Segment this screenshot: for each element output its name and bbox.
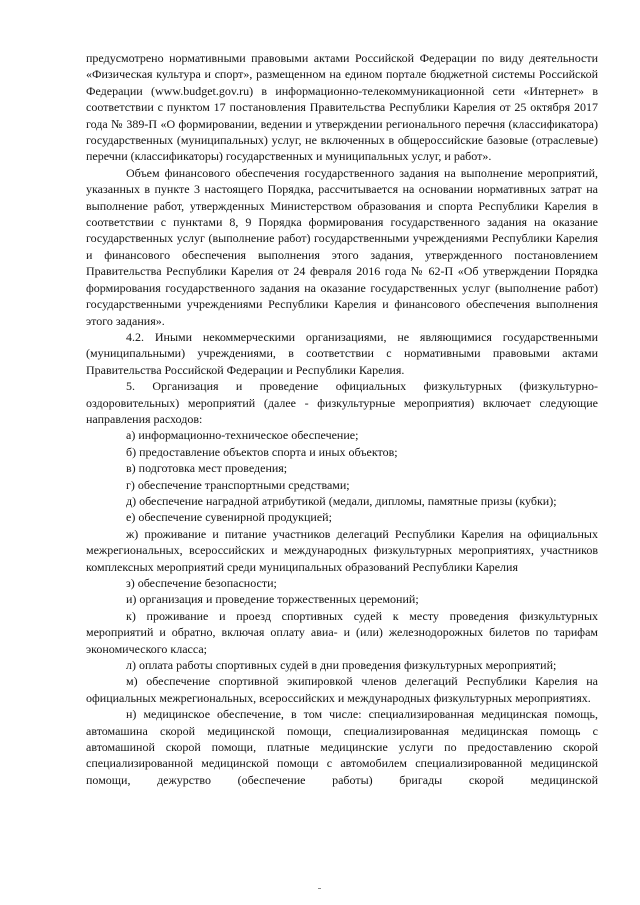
document-page bbox=[86, 50, 598, 788]
paragraph-budget-portal: предусмотрено нормативными правовыми актами Российской Федерации по виду деятельности «Физическая культура и спорт», размещенном на едином портале бюджетной системы Российской Федерации (www.budget.gov.ru) в информационно-телекоммуникационной сети «Интернет» в соответствии с пунктом 17 постановления Правительства Республики Карелия от 25 октября 2017 года № 389-П «О формировании, ведении и утверждении регионального перечня (классификатора) государственных (муниципальных) услуг, не включенных в общероссийские базовые (отраслевые) перечни (классификаторы) государственных и муниципальных услуг, и работ». bbox=[86, 51, 598, 164]
list-item-n: н) медицинское обеспечение, в том числе: специализированная медицинская помощь, автомашина скорой медицинской помощи, специализированная медицинская помощь с автомашиной скорой помощи, платные медицинские услуги по предоставлению скорой специализированной медицинской помощи с автомобилем специализированной медицинской помощи, дежурство (обеспечение работы) бригады скорой медицинской bbox=[86, 707, 598, 787]
scan-mark bbox=[318, 888, 321, 889]
list-item-v: в) подготовка мест проведения; bbox=[126, 461, 288, 476]
paragraph-5: 5. Организация и проведение официальных физкультурных (физкультурно-оздоровительных) мероприятий (далее - физкультурные мероприятия) включает следующие направления расходов: bbox=[86, 379, 598, 426]
list-item-i: и) организация и проведение торжественных церемоний; bbox=[126, 592, 419, 607]
list-item-b: б) предоставление объектов спорта и иных объектов; bbox=[126, 444, 398, 459]
list-item-zh: ж) проживание и питание участников делегаций Республики Карелия на официальных межрегиональных, всероссийских и международных физкультурных мероприятиях, участников комплексных мероприятий среди муниципальных образований Республики Карелия bbox=[86, 526, 598, 574]
list-item-z: з) обеспечение безопасности; bbox=[126, 576, 277, 590]
list-item-a: а) информационно-техническое обеспечение; bbox=[126, 428, 359, 443]
list-item-m: м) обеспечение спортивной экипировкой членов делегаций Республики Карелия на официальных межрегиональных, всероссийских и международных физкультурных мероприятиях. bbox=[86, 674, 598, 705]
list-item-k: к) проживание и проезд спортивных судей к месту проведения физкультурных мероприятий и обратно, включая оплату авиа- и (или) железнодорожных билетов по тарифам экономического класса; bbox=[86, 608, 598, 656]
list-item-e: е) обеспечение сувенирной продукцией; bbox=[126, 510, 332, 525]
paragraph-funding-volume: Объем финансового обеспечения государственного задания на выполнение мероприятий, указанных в пункте 3 настоящего Порядка, рассчитывается на основании нормативных затрат на выполнение работ, утвержденных Министерством образования и спорта Республики Карелия в соответствии с пунктами 8, 9 Порядка формирования государственного задания на оказание государственных услуг (выполнение работ) государственными учреждениями Республики Карелия и финансового обеспечения выполнения этого задания, утвержденного постановлением Правительства Республики Карелия от 24 февраля 2016 года № 62-П «Об утверждении Порядка формирования государственного задания на оказание государственных услуг (выполнение работ) государственными учреждениями Республики Карелия и финансового обеспечения выполнения этого задания». bbox=[86, 165, 598, 328]
list-item-g: г) обеспечение транспортными средствами; bbox=[126, 477, 350, 492]
list-item-d: д) обеспечение наградной атрибутикой (медали, дипломы, памятные призы (кубки); bbox=[126, 493, 557, 508]
list-item-l: л) оплата работы спортивных судей в дни проведения физкультурных мероприятий; bbox=[126, 658, 557, 673]
paragraph-4-2: 4.2. Иными некоммерческими организациями, не являющимися государственными (муниципальными) учреждениями, в соответствии с нормативными правовыми актами Правительства Российской Федерации и Республики Карелия. bbox=[86, 329, 598, 377]
